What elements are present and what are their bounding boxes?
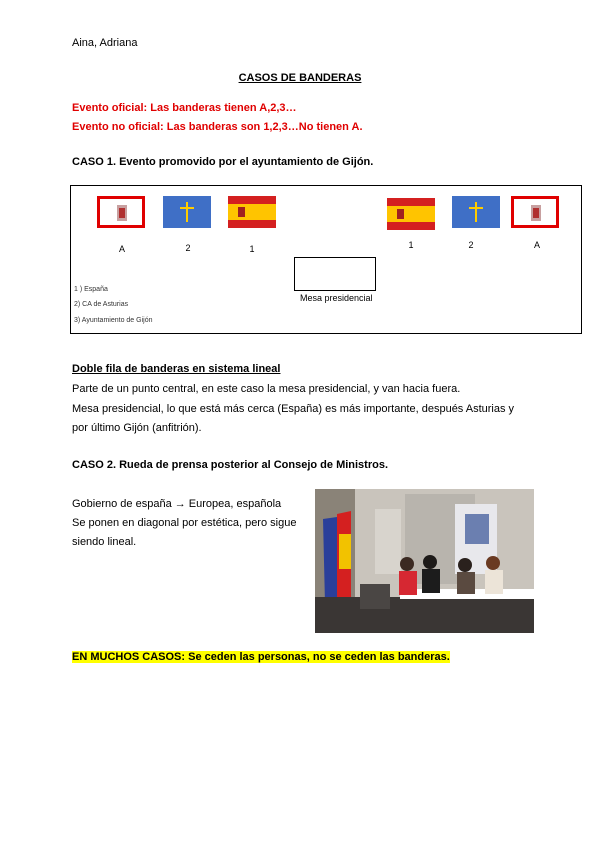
section-subheading: Doble fila de banderas en sistema lineal xyxy=(72,363,281,375)
presidential-table xyxy=(294,257,376,291)
case2-line: Gobierno de españa → Europea, española xyxy=(72,498,282,510)
left-label-2: 2 xyxy=(185,243,191,253)
author-name: Aina, Adriana xyxy=(72,37,138,49)
press-conference-photo xyxy=(315,489,534,633)
legend-item-asturias: 2) CA de Asturias xyxy=(74,301,129,308)
rule-official: Evento oficial: Las banderas tienen A,2,3… xyxy=(72,102,297,114)
asturias-flag-icon xyxy=(452,196,500,228)
flag-arrangement-diagram xyxy=(70,185,582,334)
highlighted-note: EN MUCHOS CASOS: Se ceden las personas, no se ceden las banderas. xyxy=(72,651,450,663)
left-label-a: A xyxy=(118,244,125,254)
page-title: CASOS DE BANDERAS xyxy=(238,72,362,84)
gijon-flag-icon xyxy=(511,196,559,228)
left-label-1: 1 xyxy=(249,244,255,254)
asturias-flag-icon xyxy=(163,196,211,228)
paragraph-line: Parte de un punto central, en este caso la mesa presidencial, y van hacia fuera. xyxy=(72,383,461,395)
case2-line: Se ponen en diagonal por estética, pero sigue xyxy=(72,517,297,529)
case2-heading: CASO 2. Rueda de prensa posterior al Consejo de Ministros. xyxy=(72,459,389,471)
rule-unofficial: Evento no oficial: Las banderas son 1,2,3…No tienen A. xyxy=(72,121,363,133)
case2-line: siendo lineal. xyxy=(72,536,137,548)
gijon-flag-icon xyxy=(97,196,145,228)
right-label-2: 2 xyxy=(468,240,474,250)
paragraph-line: Mesa presidencial, lo que está más cerca (España) es más importante, después Asturias y xyxy=(72,403,515,415)
spain-flag-icon xyxy=(387,198,435,230)
right-label-a: A xyxy=(533,240,540,250)
spain-flag-icon xyxy=(228,196,276,228)
case1-heading: CASO 1. Evento promovido por el ayuntamiento de Gijón. xyxy=(72,156,374,168)
mesa-label: Mesa presidencial xyxy=(300,293,373,303)
legend-item-gijon: 3) Ayuntamiento de Gijón xyxy=(74,317,153,324)
paragraph-line: por último Gijón (anfitrión). xyxy=(72,422,202,434)
legend-item-spain: 1 ) España xyxy=(74,286,108,293)
right-label-1: 1 xyxy=(408,240,414,250)
